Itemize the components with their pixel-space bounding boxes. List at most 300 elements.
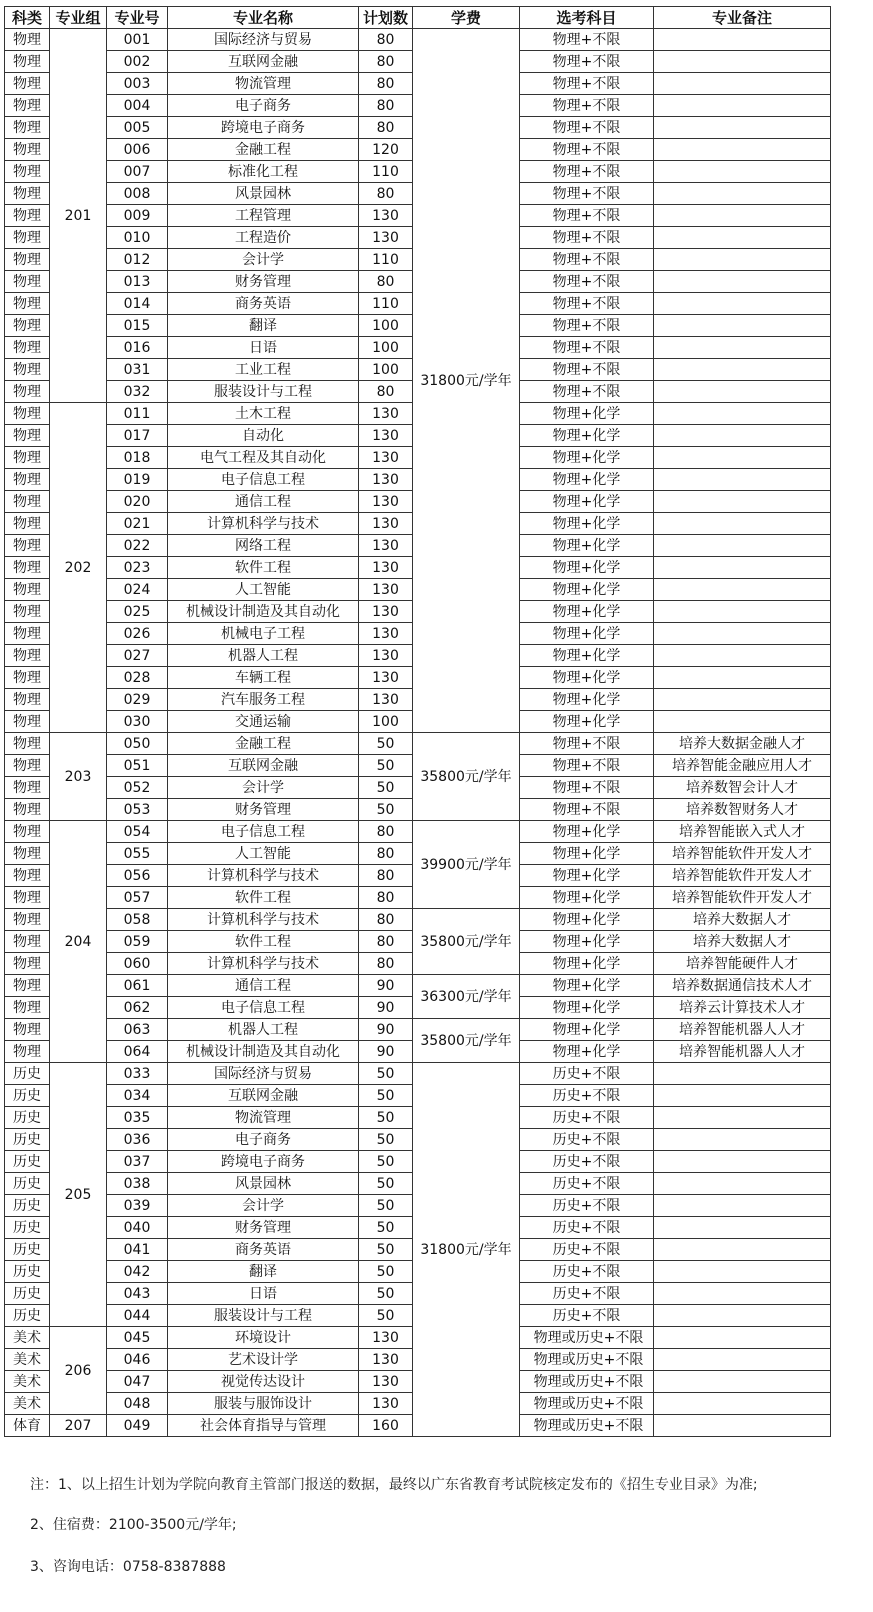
plan-count-cell: 80 <box>359 931 413 953</box>
major-name-cell: 会计学 <box>168 1195 359 1217</box>
major-code-cell: 064 <box>107 1041 168 1063</box>
subjects-cell: 物理+不限 <box>520 161 654 183</box>
header-major-group: 专业组 <box>50 7 107 29</box>
subjects-cell: 物理+不限 <box>520 29 654 51</box>
plan-count-cell: 90 <box>359 997 413 1019</box>
table-body <box>5 29 831 1437</box>
plan-count-cell: 50 <box>359 1261 413 1283</box>
major-name-cell: 电子信息工程 <box>168 469 359 491</box>
subjects-cell: 历史+不限 <box>520 1217 654 1239</box>
subjects-cell: 物理+化学 <box>520 865 654 887</box>
major-code-cell: 009 <box>107 205 168 227</box>
category-cell: 历史 <box>5 1085 50 1107</box>
major-name-cell: 金融工程 <box>168 139 359 161</box>
plan-count-cell: 50 <box>359 1151 413 1173</box>
tuition-cell: 35800元/学年 <box>413 733 520 821</box>
major-name-cell: 软件工程 <box>168 887 359 909</box>
remarks-cell <box>654 1283 831 1305</box>
major-code-cell: 017 <box>107 425 168 447</box>
remarks-cell <box>654 557 831 579</box>
major-name-cell: 标准化工程 <box>168 161 359 183</box>
subjects-cell: 物理+化学 <box>520 821 654 843</box>
major-name-cell: 风景园林 <box>168 1173 359 1195</box>
major-name-cell: 服装设计与工程 <box>168 1305 359 1327</box>
remarks-cell <box>654 1195 831 1217</box>
major-name-cell: 日语 <box>168 337 359 359</box>
category-cell: 物理 <box>5 1019 50 1041</box>
plan-count-cell: 130 <box>359 579 413 601</box>
major-code-cell: 041 <box>107 1239 168 1261</box>
major-code-cell: 042 <box>107 1261 168 1283</box>
major-name-cell: 车辆工程 <box>168 667 359 689</box>
subjects-cell: 物理+化学 <box>520 887 654 909</box>
major-name-cell: 物流管理 <box>168 1107 359 1129</box>
subjects-cell: 物理+化学 <box>520 909 654 931</box>
major-name-cell: 商务英语 <box>168 293 359 315</box>
subjects-cell: 历史+不限 <box>520 1261 654 1283</box>
category-cell: 物理 <box>5 711 50 733</box>
header-plan-count: 计划数 <box>359 7 413 29</box>
major-name-cell: 跨境电子商务 <box>168 117 359 139</box>
remarks-cell <box>654 1151 831 1173</box>
subjects-cell: 物理+化学 <box>520 513 654 535</box>
major-name-cell: 风景园林 <box>168 183 359 205</box>
table-row <box>5 1063 831 1085</box>
subjects-cell: 物理+化学 <box>520 535 654 557</box>
category-cell: 物理 <box>5 865 50 887</box>
remarks-cell <box>654 1371 831 1393</box>
remarks-cell <box>654 51 831 73</box>
remarks-cell <box>654 645 831 667</box>
subjects-cell: 物理+不限 <box>520 205 654 227</box>
subjects-cell: 物理+化学 <box>520 623 654 645</box>
major-code-cell: 010 <box>107 227 168 249</box>
subjects-cell: 物理+不限 <box>520 755 654 777</box>
plan-count-cell: 130 <box>359 403 413 425</box>
major-name-cell: 电子信息工程 <box>168 821 359 843</box>
remarks-cell <box>654 1107 831 1129</box>
subjects-cell: 物理+化学 <box>520 1019 654 1041</box>
subjects-cell: 物理+化学 <box>520 403 654 425</box>
enrollment-plan-table <box>4 6 831 1437</box>
plan-count-cell: 130 <box>359 1393 413 1415</box>
major-code-cell: 051 <box>107 755 168 777</box>
major-code-cell: 024 <box>107 579 168 601</box>
subjects-cell: 历史+不限 <box>520 1283 654 1305</box>
tuition-cell: 39900元/学年 <box>413 821 520 909</box>
category-cell: 物理 <box>5 337 50 359</box>
plan-count-cell: 80 <box>359 117 413 139</box>
major-code-cell: 048 <box>107 1393 168 1415</box>
remarks-cell <box>654 271 831 293</box>
major-code-cell: 047 <box>107 1371 168 1393</box>
plan-count-cell: 130 <box>359 535 413 557</box>
remarks-cell <box>654 117 831 139</box>
major-name-cell: 电子商务 <box>168 1129 359 1151</box>
category-cell: 物理 <box>5 843 50 865</box>
category-cell: 历史 <box>5 1063 50 1085</box>
remarks-cell <box>654 29 831 51</box>
subjects-cell: 历史+不限 <box>520 1063 654 1085</box>
category-cell: 物理 <box>5 1041 50 1063</box>
category-cell: 物理 <box>5 689 50 711</box>
header-major-name: 专业名称 <box>168 7 359 29</box>
major-name-cell: 服装设计与工程 <box>168 381 359 403</box>
header-category: 科类 <box>5 7 50 29</box>
category-cell: 物理 <box>5 601 50 623</box>
major-name-cell: 社会体育指导与管理 <box>168 1415 359 1437</box>
subjects-cell: 历史+不限 <box>520 1195 654 1217</box>
plan-count-cell: 50 <box>359 1063 413 1085</box>
major-name-cell: 软件工程 <box>168 557 359 579</box>
category-cell: 物理 <box>5 469 50 491</box>
header-subjects: 选考科目 <box>520 7 654 29</box>
major-code-cell: 036 <box>107 1129 168 1151</box>
subjects-cell: 物理+化学 <box>520 645 654 667</box>
category-cell: 物理 <box>5 117 50 139</box>
major-code-cell: 026 <box>107 623 168 645</box>
plan-count-cell: 80 <box>359 909 413 931</box>
category-cell: 美术 <box>5 1327 50 1349</box>
major-name-cell: 视觉传达设计 <box>168 1371 359 1393</box>
remarks-cell: 培养智能硬件人才 <box>654 953 831 975</box>
major-code-cell: 001 <box>107 29 168 51</box>
major-group-cell: 207 <box>50 1415 107 1437</box>
subjects-cell: 历史+不限 <box>520 1085 654 1107</box>
category-cell: 历史 <box>5 1151 50 1173</box>
major-code-cell: 033 <box>107 1063 168 1085</box>
remarks-cell <box>654 447 831 469</box>
table-row <box>5 29 831 51</box>
major-name-cell: 翻译 <box>168 1261 359 1283</box>
subjects-cell: 物理+化学 <box>520 997 654 1019</box>
remarks-cell <box>654 205 831 227</box>
major-code-cell: 056 <box>107 865 168 887</box>
remarks-cell <box>654 425 831 447</box>
major-name-cell: 互联网金融 <box>168 1085 359 1107</box>
subjects-cell: 历史+不限 <box>520 1129 654 1151</box>
remarks-cell <box>654 623 831 645</box>
plan-count-cell: 50 <box>359 1305 413 1327</box>
plan-count-cell: 50 <box>359 1239 413 1261</box>
remarks-cell <box>654 601 831 623</box>
category-cell: 物理 <box>5 887 50 909</box>
major-name-cell: 电子信息工程 <box>168 997 359 1019</box>
major-code-cell: 015 <box>107 315 168 337</box>
category-cell: 物理 <box>5 139 50 161</box>
plan-count-cell: 130 <box>359 601 413 623</box>
subjects-cell: 物理+化学 <box>520 931 654 953</box>
plan-count-cell: 110 <box>359 161 413 183</box>
major-name-cell: 互联网金融 <box>168 51 359 73</box>
plan-count-cell: 130 <box>359 1327 413 1349</box>
plan-count-cell: 80 <box>359 843 413 865</box>
major-name-cell: 财务管理 <box>168 271 359 293</box>
plan-count-cell: 100 <box>359 359 413 381</box>
remarks-cell <box>654 1129 831 1151</box>
plan-count-cell: 80 <box>359 271 413 293</box>
category-cell: 历史 <box>5 1217 50 1239</box>
plan-count-cell: 100 <box>359 315 413 337</box>
major-name-cell: 互联网金融 <box>168 755 359 777</box>
category-cell: 物理 <box>5 29 50 51</box>
major-name-cell: 计算机科学与技术 <box>168 865 359 887</box>
category-cell: 物理 <box>5 799 50 821</box>
major-name-cell: 工业工程 <box>168 359 359 381</box>
major-code-cell: 063 <box>107 1019 168 1041</box>
tuition-cell: 31800元/学年 <box>413 1063 520 1437</box>
subjects-cell: 物理+化学 <box>520 579 654 601</box>
category-cell: 历史 <box>5 1261 50 1283</box>
category-cell: 物理 <box>5 777 50 799</box>
remarks-cell <box>654 227 831 249</box>
subjects-cell: 物理+化学 <box>520 843 654 865</box>
major-code-cell: 058 <box>107 909 168 931</box>
remarks-cell: 培养智能嵌入式人才 <box>654 821 831 843</box>
plan-count-cell: 100 <box>359 711 413 733</box>
subjects-cell: 物理+不限 <box>520 117 654 139</box>
major-code-cell: 005 <box>107 117 168 139</box>
plan-count-cell: 100 <box>359 337 413 359</box>
plan-count-cell: 130 <box>359 491 413 513</box>
category-cell: 物理 <box>5 909 50 931</box>
major-name-cell: 人工智能 <box>168 843 359 865</box>
category-cell: 历史 <box>5 1283 50 1305</box>
subjects-cell: 物理+不限 <box>520 183 654 205</box>
major-code-cell: 016 <box>107 337 168 359</box>
plan-count-cell: 120 <box>359 139 413 161</box>
plan-count-cell: 90 <box>359 1019 413 1041</box>
subjects-cell: 物理+化学 <box>520 667 654 689</box>
major-name-cell: 会计学 <box>168 249 359 271</box>
major-code-cell: 027 <box>107 645 168 667</box>
plan-count-cell: 80 <box>359 821 413 843</box>
major-code-cell: 011 <box>107 403 168 425</box>
subjects-cell: 物理+不限 <box>520 337 654 359</box>
major-name-cell: 网络工程 <box>168 535 359 557</box>
remarks-cell <box>654 73 831 95</box>
remarks-cell: 培养云计算技术人才 <box>654 997 831 1019</box>
plan-count-cell: 130 <box>359 645 413 667</box>
remarks-cell <box>654 1239 831 1261</box>
major-name-cell: 汽车服务工程 <box>168 689 359 711</box>
remarks-cell <box>654 315 831 337</box>
major-name-cell: 通信工程 <box>168 975 359 997</box>
remarks-cell <box>654 403 831 425</box>
plan-count-cell: 80 <box>359 183 413 205</box>
major-code-cell: 013 <box>107 271 168 293</box>
category-cell: 物理 <box>5 161 50 183</box>
plan-count-cell: 50 <box>359 733 413 755</box>
remarks-cell <box>654 579 831 601</box>
major-name-cell: 翻译 <box>168 315 359 337</box>
category-cell: 物理 <box>5 271 50 293</box>
major-code-cell: 003 <box>107 73 168 95</box>
major-code-cell: 044 <box>107 1305 168 1327</box>
category-cell: 物理 <box>5 227 50 249</box>
category-cell: 历史 <box>5 1239 50 1261</box>
major-name-cell: 电气工程及其自动化 <box>168 447 359 469</box>
category-cell: 物理 <box>5 491 50 513</box>
table-row <box>5 909 831 931</box>
major-group-cell: 204 <box>50 821 107 1063</box>
remarks-cell: 培养智能机器人人才 <box>654 1041 831 1063</box>
remarks-cell <box>654 1415 831 1437</box>
remarks-cell <box>654 667 831 689</box>
major-name-cell: 艺术设计学 <box>168 1349 359 1371</box>
plan-count-cell: 80 <box>359 381 413 403</box>
major-name-cell: 机器人工程 <box>168 1019 359 1041</box>
major-name-cell: 通信工程 <box>168 491 359 513</box>
remarks-cell: 培养大数据人才 <box>654 931 831 953</box>
major-code-cell: 061 <box>107 975 168 997</box>
major-code-cell: 014 <box>107 293 168 315</box>
major-name-cell: 人工智能 <box>168 579 359 601</box>
major-code-cell: 030 <box>107 711 168 733</box>
plan-count-cell: 130 <box>359 689 413 711</box>
category-cell: 物理 <box>5 535 50 557</box>
major-code-cell: 035 <box>107 1107 168 1129</box>
major-code-cell: 020 <box>107 491 168 513</box>
major-code-cell: 021 <box>107 513 168 535</box>
notes <box>30 1475 758 1577</box>
major-name-cell: 财务管理 <box>168 1217 359 1239</box>
remarks-cell <box>654 1393 831 1415</box>
major-group-cell: 201 <box>50 29 107 403</box>
subjects-cell: 物理+化学 <box>520 975 654 997</box>
category-cell: 物理 <box>5 249 50 271</box>
plan-count-cell: 80 <box>359 865 413 887</box>
remarks-cell: 培养数据通信技术人才 <box>654 975 831 997</box>
major-code-cell: 046 <box>107 1349 168 1371</box>
category-cell: 物理 <box>5 183 50 205</box>
subjects-cell: 物理+化学 <box>520 1041 654 1063</box>
remarks-cell <box>654 1085 831 1107</box>
category-cell: 体育 <box>5 1415 50 1437</box>
remarks-cell <box>654 139 831 161</box>
subjects-cell: 历史+不限 <box>520 1107 654 1129</box>
remarks-cell <box>654 293 831 315</box>
remarks-cell: 培养智能软件开发人才 <box>654 887 831 909</box>
major-name-cell: 金融工程 <box>168 733 359 755</box>
category-cell: 物理 <box>5 953 50 975</box>
major-name-cell: 自动化 <box>168 425 359 447</box>
major-group-cell: 206 <box>50 1327 107 1415</box>
tuition-cell: 31800元/学年 <box>413 29 520 733</box>
major-code-cell: 002 <box>107 51 168 73</box>
category-cell: 物理 <box>5 359 50 381</box>
header-tuition: 学费 <box>413 7 520 29</box>
major-code-cell: 055 <box>107 843 168 865</box>
major-name-cell: 工程造价 <box>168 227 359 249</box>
major-code-cell: 039 <box>107 1195 168 1217</box>
subjects-cell: 物理+化学 <box>520 557 654 579</box>
category-cell: 物理 <box>5 403 50 425</box>
plan-count-cell: 50 <box>359 1217 413 1239</box>
plan-count-cell: 90 <box>359 975 413 997</box>
major-name-cell: 机械设计制造及其自动化 <box>168 601 359 623</box>
subjects-cell: 物理+化学 <box>520 953 654 975</box>
remarks-cell: 培养智能软件开发人才 <box>654 843 831 865</box>
remarks-cell: 培养大数据金融人才 <box>654 733 831 755</box>
major-code-cell: 028 <box>107 667 168 689</box>
subjects-cell: 物理+化学 <box>520 491 654 513</box>
subjects-cell: 物理+不限 <box>520 95 654 117</box>
remarks-cell: 培养数智会计人才 <box>654 777 831 799</box>
subjects-cell: 物理+不限 <box>520 359 654 381</box>
major-code-cell: 062 <box>107 997 168 1019</box>
plan-count-cell: 50 <box>359 1283 413 1305</box>
subjects-cell: 物理+不限 <box>520 293 654 315</box>
subjects-cell: 物理+不限 <box>520 777 654 799</box>
category-cell: 历史 <box>5 1173 50 1195</box>
major-name-cell: 电子商务 <box>168 95 359 117</box>
category-cell: 物理 <box>5 579 50 601</box>
remarks-cell <box>654 513 831 535</box>
subjects-cell: 历史+不限 <box>520 1305 654 1327</box>
major-code-cell: 052 <box>107 777 168 799</box>
remarks-cell <box>654 183 831 205</box>
remarks-cell <box>654 491 831 513</box>
remarks-cell: 培养智能金融应用人才 <box>654 755 831 777</box>
category-cell: 物理 <box>5 95 50 117</box>
subjects-cell: 物理或历史+不限 <box>520 1349 654 1371</box>
plan-count-cell: 50 <box>359 799 413 821</box>
category-cell: 物理 <box>5 293 50 315</box>
major-name-cell: 软件工程 <box>168 931 359 953</box>
table-row <box>5 975 831 997</box>
remarks-cell <box>654 1327 831 1349</box>
remarks-cell <box>654 1217 831 1239</box>
major-name-cell: 国际经济与贸易 <box>168 29 359 51</box>
major-name-cell: 跨境电子商务 <box>168 1151 359 1173</box>
plan-count-cell: 130 <box>359 227 413 249</box>
plan-count-cell: 130 <box>359 1349 413 1371</box>
major-code-cell: 053 <box>107 799 168 821</box>
category-cell: 物理 <box>5 447 50 469</box>
category-cell: 历史 <box>5 1305 50 1327</box>
category-cell: 物理 <box>5 997 50 1019</box>
plan-count-cell: 80 <box>359 887 413 909</box>
major-name-cell: 机器人工程 <box>168 645 359 667</box>
plan-count-cell: 50 <box>359 777 413 799</box>
remarks-cell <box>654 711 831 733</box>
major-group-cell: 205 <box>50 1063 107 1327</box>
major-code-cell: 007 <box>107 161 168 183</box>
category-cell: 物理 <box>5 931 50 953</box>
category-cell: 美术 <box>5 1371 50 1393</box>
major-name-cell: 日语 <box>168 1283 359 1305</box>
major-code-cell: 037 <box>107 1151 168 1173</box>
tuition-cell: 36300元/学年 <box>413 975 520 1019</box>
major-name-cell: 计算机科学与技术 <box>168 953 359 975</box>
category-cell: 物理 <box>5 51 50 73</box>
category-cell: 物理 <box>5 73 50 95</box>
major-code-cell: 040 <box>107 1217 168 1239</box>
subjects-cell: 历史+不限 <box>520 1239 654 1261</box>
subjects-cell: 物理+不限 <box>520 249 654 271</box>
category-cell: 物理 <box>5 645 50 667</box>
major-code-cell: 006 <box>107 139 168 161</box>
remarks-cell: 培养数智财务人才 <box>654 799 831 821</box>
major-code-cell: 031 <box>107 359 168 381</box>
category-cell: 美术 <box>5 1349 50 1371</box>
major-name-cell: 财务管理 <box>168 799 359 821</box>
remarks-cell: 培养智能机器人人才 <box>654 1019 831 1041</box>
category-cell: 物理 <box>5 381 50 403</box>
plan-count-cell: 130 <box>359 1371 413 1393</box>
plan-count-cell: 80 <box>359 73 413 95</box>
